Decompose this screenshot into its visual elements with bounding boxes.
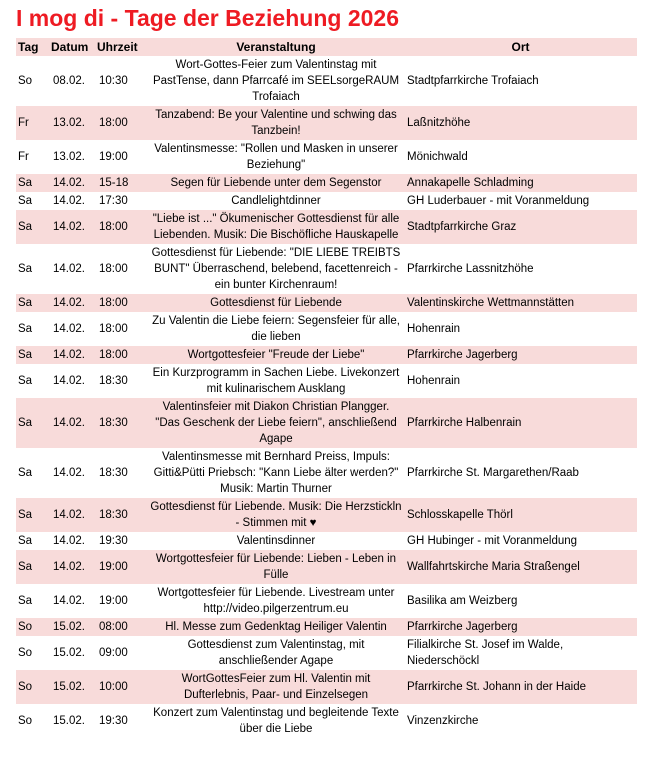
cell-tag: Sa [16, 398, 49, 448]
cell-ort: Wallfahrtskirche Maria Straßengel [404, 550, 637, 584]
cell-tag: So [16, 704, 49, 738]
table-row [16, 398, 637, 448]
cell-tag: Sa [16, 584, 49, 618]
events-table [16, 38, 637, 738]
cell-tag: Sa [16, 448, 49, 498]
cell-uhrzeit: 19:30 [95, 704, 148, 738]
cell-uhrzeit: 19:30 [95, 532, 148, 550]
cell-veranstaltung: Gottesdienst für Liebende: "DIE LIEBE TREIBTS BUNT" Überraschend, belebend, facettenreich - ein bunter Kirchenraum! [148, 244, 404, 294]
cell-veranstaltung: Valentinsdinner [148, 532, 404, 550]
cell-veranstaltung: Wortgottesfeier für Liebende. Livestream unter http://video.pilgerzentrum.eu [148, 584, 404, 618]
cell-tag: So [16, 56, 49, 106]
table-row [16, 498, 637, 532]
cell-veranstaltung: WortGottesFeier zum Hl. Valentin mit Dufterlebnis, Paar- und Einzelsegen [148, 670, 404, 704]
column-header-veranstaltung: Veranstaltung [148, 38, 404, 56]
table-row [16, 192, 637, 210]
header-row [16, 38, 637, 56]
cell-ort: Pfarrkirche Jagerberg [404, 618, 637, 636]
cell-ort: Filialkirche St. Josef im Walde, Niederschöckl [404, 636, 637, 670]
cell-uhrzeit: 19:00 [95, 584, 148, 618]
cell-uhrzeit: 18:00 [95, 312, 148, 346]
cell-uhrzeit: 10:00 [95, 670, 148, 704]
cell-ort: Annakapelle Schladming [404, 174, 637, 192]
cell-tag: Sa [16, 210, 49, 244]
cell-datum: 15.02. [49, 670, 95, 704]
table-row [16, 312, 637, 346]
cell-veranstaltung: Gottesdienst zum Valentinstag, mit anschließender Agape [148, 636, 404, 670]
cell-datum: 14.02. [49, 532, 95, 550]
cell-ort: GH Hubinger - mit Voranmeldung [404, 532, 637, 550]
cell-uhrzeit: 18:30 [95, 448, 148, 498]
table-row [16, 618, 637, 636]
cell-datum: 14.02. [49, 398, 95, 448]
cell-ort: Stadtpfarrkirche Graz [404, 210, 637, 244]
cell-veranstaltung: "Liebe ist ..." Ökumenischer Gottesdienst für alle Liebenden. Musik: Die Bischöfliche Hauskapelle [148, 210, 404, 244]
column-header-ort: Ort [404, 38, 637, 56]
table-row [16, 532, 637, 550]
cell-uhrzeit: 18:00 [95, 294, 148, 312]
table-row [16, 550, 637, 584]
column-header-uhrzeit: Uhrzeit [95, 38, 148, 56]
cell-uhrzeit: 18:00 [95, 346, 148, 364]
table-row [16, 346, 637, 364]
cell-uhrzeit: 18:30 [95, 398, 148, 448]
cell-uhrzeit: 18:00 [95, 106, 148, 140]
cell-datum: 14.02. [49, 312, 95, 346]
table-row [16, 584, 637, 618]
cell-tag: Sa [16, 174, 49, 192]
cell-veranstaltung: Konzert zum Valentinstag und begleitende Texte über die Liebe [148, 704, 404, 738]
cell-veranstaltung: Segen für Liebende unter dem Segenstor [148, 174, 404, 192]
cell-veranstaltung: Wortgottesfeier "Freude der Liebe" [148, 346, 404, 364]
cell-tag: Sa [16, 498, 49, 532]
cell-tag: Sa [16, 550, 49, 584]
cell-ort: Hohenrain [404, 364, 637, 398]
cell-datum: 14.02. [49, 448, 95, 498]
cell-tag: So [16, 670, 49, 704]
cell-uhrzeit: 15-18 [95, 174, 148, 192]
cell-tag: So [16, 618, 49, 636]
cell-datum: 08.02. [49, 56, 95, 106]
cell-datum: 15.02. [49, 704, 95, 738]
cell-uhrzeit: 19:00 [95, 140, 148, 174]
cell-tag: So [16, 636, 49, 670]
cell-uhrzeit: 18:30 [95, 364, 148, 398]
table-row [16, 174, 637, 192]
table-body [16, 56, 637, 738]
cell-datum: 13.02. [49, 106, 95, 140]
cell-datum: 14.02. [49, 346, 95, 364]
column-header-tag: Tag [16, 38, 49, 56]
cell-datum: 14.02. [49, 210, 95, 244]
cell-veranstaltung: Candlelightdinner [148, 192, 404, 210]
cell-tag: Sa [16, 364, 49, 398]
cell-ort: Hohenrain [404, 312, 637, 346]
cell-veranstaltung: Gottesdienst für Liebende [148, 294, 404, 312]
table-row [16, 448, 637, 498]
cell-datum: 14.02. [49, 498, 95, 532]
table-row [16, 140, 637, 174]
cell-datum: 14.02. [49, 192, 95, 210]
table-row [16, 106, 637, 140]
cell-ort: GH Luderbauer - mit Voranmeldung [404, 192, 637, 210]
cell-uhrzeit: 08:00 [95, 618, 148, 636]
cell-tag: Sa [16, 294, 49, 312]
table-row [16, 636, 637, 670]
table-header [16, 38, 637, 56]
cell-datum: 14.02. [49, 584, 95, 618]
cell-ort: Valentinskirche Wettmannstätten [404, 294, 637, 312]
cell-veranstaltung: Wort-Gottes-Feier zum Valentinstag mit PastTense, dann Pfarrcafé im SEELsorgeRAUM Trofaiach [148, 56, 404, 106]
cell-veranstaltung: Valentinsmesse mit Bernhard Preiss, Impuls: Gitti&Pütti Priebsch: "Kann Liebe älter werden?" Musik: Martin Thurner [148, 448, 404, 498]
cell-datum: 14.02. [49, 364, 95, 398]
cell-ort: Laßnitzhöhe [404, 106, 637, 140]
cell-ort: Pfarrkirche Lassnitzhöhe [404, 244, 637, 294]
cell-datum: 14.02. [49, 550, 95, 584]
cell-veranstaltung: Gottesdienst für Liebende. Musik: Die Herzstickln - Stimmen mit ♥ [148, 498, 404, 532]
cell-veranstaltung: Valentinsmesse: "Rollen und Masken in unserer Beziehung" [148, 140, 404, 174]
table-row [16, 670, 637, 704]
cell-tag: Sa [16, 312, 49, 346]
cell-tag: Sa [16, 346, 49, 364]
cell-veranstaltung: Zu Valentin die Liebe feiern: Segensfeier für alle, die lieben [148, 312, 404, 346]
cell-datum: 14.02. [49, 174, 95, 192]
cell-uhrzeit: 17:30 [95, 192, 148, 210]
cell-veranstaltung: Hl. Messe zum Gedenktag Heiliger Valentin [148, 618, 404, 636]
cell-datum: 15.02. [49, 618, 95, 636]
cell-datum: 14.02. [49, 244, 95, 294]
cell-veranstaltung: Ein Kurzprogramm in Sachen Liebe. Livekonzert mit kulinarischem Ausklang [148, 364, 404, 398]
table-row [16, 294, 637, 312]
cell-ort: Vinzenzkirche [404, 704, 637, 738]
cell-uhrzeit: 18:30 [95, 498, 148, 532]
cell-tag: Sa [16, 244, 49, 294]
cell-ort: Pfarrkirche Jagerberg [404, 346, 637, 364]
cell-datum: 14.02. [49, 294, 95, 312]
cell-ort: Basilika am Weizberg [404, 584, 637, 618]
cell-uhrzeit: 18:00 [95, 244, 148, 294]
cell-tag: Sa [16, 192, 49, 210]
cell-tag: Sa [16, 532, 49, 550]
cell-datum: 13.02. [49, 140, 95, 174]
cell-uhrzeit: 10:30 [95, 56, 148, 106]
column-header-datum: Datum [49, 38, 95, 56]
cell-ort: Pfarrkirche St. Margarethen/Raab [404, 448, 637, 498]
cell-veranstaltung: Wortgottesfeier für Liebende: Lieben - Leben in Fülle [148, 550, 404, 584]
cell-tag: Fr [16, 106, 49, 140]
cell-uhrzeit: 19:00 [95, 550, 148, 584]
cell-veranstaltung: Valentinsfeier mit Diakon Christian Plangger. "Das Geschenk der Liebe feiern", anschließend Agape [148, 398, 404, 448]
cell-ort: Pfarrkirche Halbenrain [404, 398, 637, 448]
table-row [16, 244, 637, 294]
page-title: I mog di - Tage der Beziehung 2026 [16, 5, 399, 31]
cell-ort: Schlosskapelle Thörl [404, 498, 637, 532]
cell-ort: Stadtpfarrkirche Trofaiach [404, 56, 637, 106]
cell-tag: Fr [16, 140, 49, 174]
table-row [16, 56, 637, 106]
cell-datum: 15.02. [49, 636, 95, 670]
cell-ort: Pfarrkirche St. Johann in der Haide [404, 670, 637, 704]
table-row [16, 364, 637, 398]
cell-veranstaltung: Tanzabend: Be your Valentine und schwing das Tanzbein! [148, 106, 404, 140]
cell-uhrzeit: 18:00 [95, 210, 148, 244]
table-row [16, 210, 637, 244]
table-row [16, 704, 637, 738]
cell-ort: Mönichwald [404, 140, 637, 174]
cell-uhrzeit: 09:00 [95, 636, 148, 670]
